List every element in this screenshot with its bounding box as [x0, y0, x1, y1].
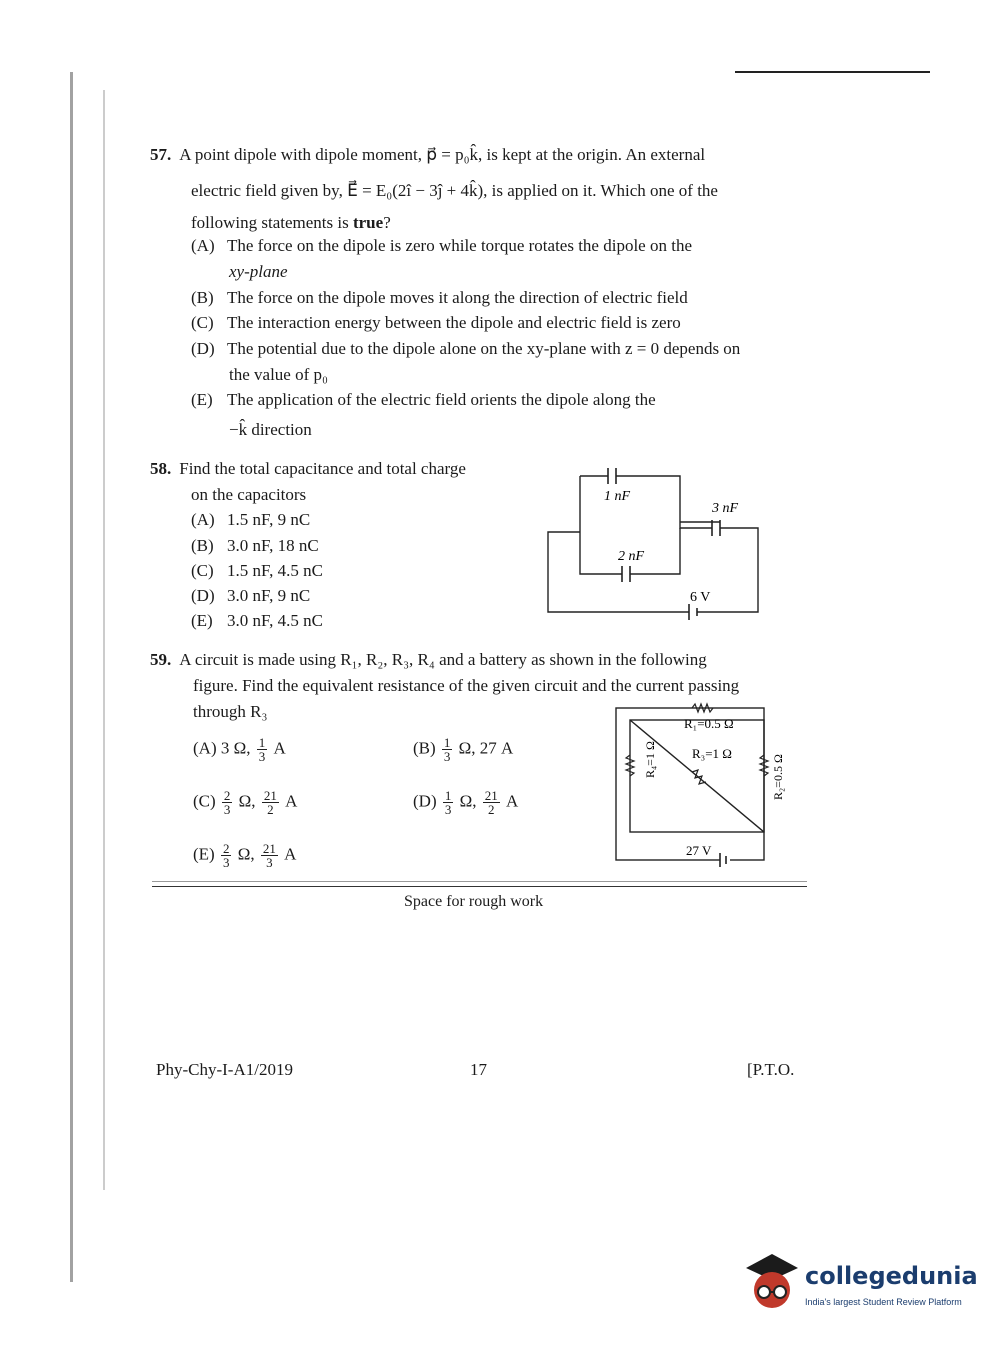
c2-label: 3 nF [712, 501, 739, 516]
q58-option-e [191, 611, 323, 631]
q59-option-b [413, 736, 513, 763]
r2-label: R₂=0.5 Ω [771, 754, 785, 800]
numerator: 1 [443, 735, 451, 750]
fraction [262, 789, 279, 816]
q59-text1: A circuit is made using R₁, R₂, R₃, R₄ and a battery as shown in the following [179, 650, 707, 669]
option-text: The force on the dipole is zero while torque rotates the dipole on the [227, 236, 692, 255]
option-label: (A) [191, 236, 215, 255]
option-label: (D) [413, 791, 437, 811]
q58-line1 [150, 456, 466, 482]
option-post: A [284, 844, 297, 864]
option-post: Ω, 27 A [458, 738, 514, 758]
rough-work-divider [152, 886, 807, 887]
battery-symbol [689, 604, 697, 620]
binding-edge [70, 72, 73, 1282]
option-label: (E) [191, 611, 213, 630]
battery-27v-label: 27 V [686, 843, 712, 858]
r3-label: R₃=1 Ω [692, 746, 732, 761]
option-text: 1.5 nF, 9 nC [227, 510, 311, 529]
logo-name: collegedunia [805, 1262, 978, 1290]
capacitor-1nf-symbol [608, 468, 616, 484]
q59-resistor-circuit [612, 700, 785, 868]
top-rule [735, 71, 930, 73]
numerator: 2 [223, 788, 231, 803]
q57-number: 57. [150, 145, 172, 164]
q57-option-a [191, 236, 692, 256]
page-number: 17 [470, 1060, 487, 1079]
q57-line3 [191, 210, 391, 236]
c1-label: 1 nF [604, 489, 631, 504]
q57-line1 [150, 142, 705, 168]
option-post: A [285, 791, 298, 811]
q58-capacitor-circuit [540, 462, 770, 627]
option-post: A [506, 791, 519, 811]
option-label: (E) [193, 844, 215, 864]
denominator: 3 [443, 749, 451, 764]
denominator: 2 [488, 802, 495, 817]
denominator: 3 [222, 855, 230, 870]
q57-line3-post: ? [383, 213, 391, 232]
option-text: 3.0 nF, 9 nC [227, 586, 311, 605]
option-text: 3.0 nF, 18 nC [227, 536, 319, 555]
numerator: 1 [444, 788, 452, 803]
r1-label: R₁=0.5 Ω [684, 716, 734, 731]
option-label: (A) [191, 510, 215, 529]
rough-work-caption: Space for rough work [404, 893, 544, 910]
q58-text1: Find the total capacitance and total charge [179, 459, 466, 478]
denominator: 3 [444, 802, 452, 817]
option-text: The force on the dipole moves it along the direction of electric field [227, 288, 688, 307]
collegedunia-mascot-icon [742, 1248, 802, 1318]
denominator: 3 [223, 802, 231, 817]
fraction [221, 842, 232, 869]
q59-line1 [150, 647, 707, 673]
option-label: (D) [191, 339, 215, 358]
q59-line3: through R₃ [193, 702, 268, 721]
q58-option-c [191, 561, 323, 581]
q59-option-a [193, 736, 286, 763]
q59-option-d [413, 789, 518, 816]
option-mid: Ω, [459, 791, 477, 811]
option-mid: Ω, [237, 844, 255, 864]
denominator: 3 [266, 855, 273, 870]
option-text: The interaction energy between the dipole and electric field is zero [227, 313, 681, 332]
r4-label: R₄=1 Ω [643, 741, 657, 778]
q57-option-e [191, 390, 656, 410]
option-label: (B) [413, 738, 436, 758]
q57-option-e-cont: −k̂ direction [229, 420, 312, 439]
denominator: 3 [258, 749, 266, 764]
logo-tagline: India's largest Student Review Platform [805, 1297, 962, 1307]
q57-option-a-cont: xy-plane [229, 262, 288, 281]
option-label: (C) [191, 561, 214, 580]
binding-shadow [103, 90, 105, 1190]
option-post: A [273, 738, 286, 758]
q57-line3-bold: true [352, 213, 384, 232]
q58-option-a [191, 510, 310, 530]
q57-line3-pre: following statements is [191, 213, 353, 232]
pto-label: [P.T.O. [747, 1060, 795, 1079]
numerator: 21 [263, 788, 277, 803]
c3-label: 2 nF [618, 549, 645, 564]
numerator: 2 [222, 841, 230, 856]
q57-option-b [191, 288, 688, 308]
fraction [257, 736, 268, 763]
option-label: (C) [191, 313, 214, 332]
q57-line2: electric field given by, E⃗ = E₀(2î − 3ĵ + 4k̂), is applied on it. Which one of the [191, 181, 718, 200]
numerator: 21 [262, 841, 276, 856]
q57-option-d-cont: the value of p₀ [229, 365, 328, 384]
option-text: The application of the electric field orients the dipole along the [227, 390, 656, 409]
option-label: (A) [193, 738, 217, 758]
option-pre: 3 Ω, [220, 738, 251, 758]
option-mid: Ω, [238, 791, 256, 811]
battery-label: 6 V [690, 590, 711, 605]
fraction [442, 736, 453, 763]
capacitor-2nf-symbol [622, 566, 630, 582]
fraction [483, 789, 500, 816]
q57-option-d [191, 339, 740, 359]
fraction [222, 789, 233, 816]
fraction [443, 789, 454, 816]
option-text: 3.0 nF, 4.5 nC [227, 611, 323, 630]
q58-option-d [191, 586, 310, 606]
option-label: (B) [191, 536, 214, 555]
q58-line2: on the capacitors [191, 485, 307, 504]
numerator: 1 [258, 735, 266, 750]
numerator: 21 [484, 788, 498, 803]
q59-line2: figure. Find the equivalent resistance of the given circuit and the current passing [193, 676, 740, 695]
option-label: (B) [191, 288, 214, 307]
q59-option-c [193, 789, 297, 816]
option-label: (E) [191, 390, 213, 409]
denominator: 2 [267, 802, 274, 817]
option-label: (D) [191, 586, 215, 605]
q59-option-e [193, 842, 296, 869]
q57-text1: A point dipole with dipole moment, p⃗ = p₀k̂, is kept at the origin. An external [179, 145, 706, 164]
option-label: (C) [193, 791, 216, 811]
q58-number: 58. [150, 459, 172, 478]
fraction [261, 842, 278, 869]
paper-code: Phy-Chy-I-A1/2019 [156, 1060, 293, 1079]
q59-number: 59. [150, 650, 172, 669]
rough-work-divider-upper [152, 881, 807, 882]
q58-option-b [191, 536, 319, 556]
option-text: The potential due to the dipole alone on the xy-plane with z = 0 depends on [227, 339, 741, 358]
option-text: 1.5 nF, 4.5 nC [227, 561, 323, 580]
q57-option-c [191, 313, 681, 333]
